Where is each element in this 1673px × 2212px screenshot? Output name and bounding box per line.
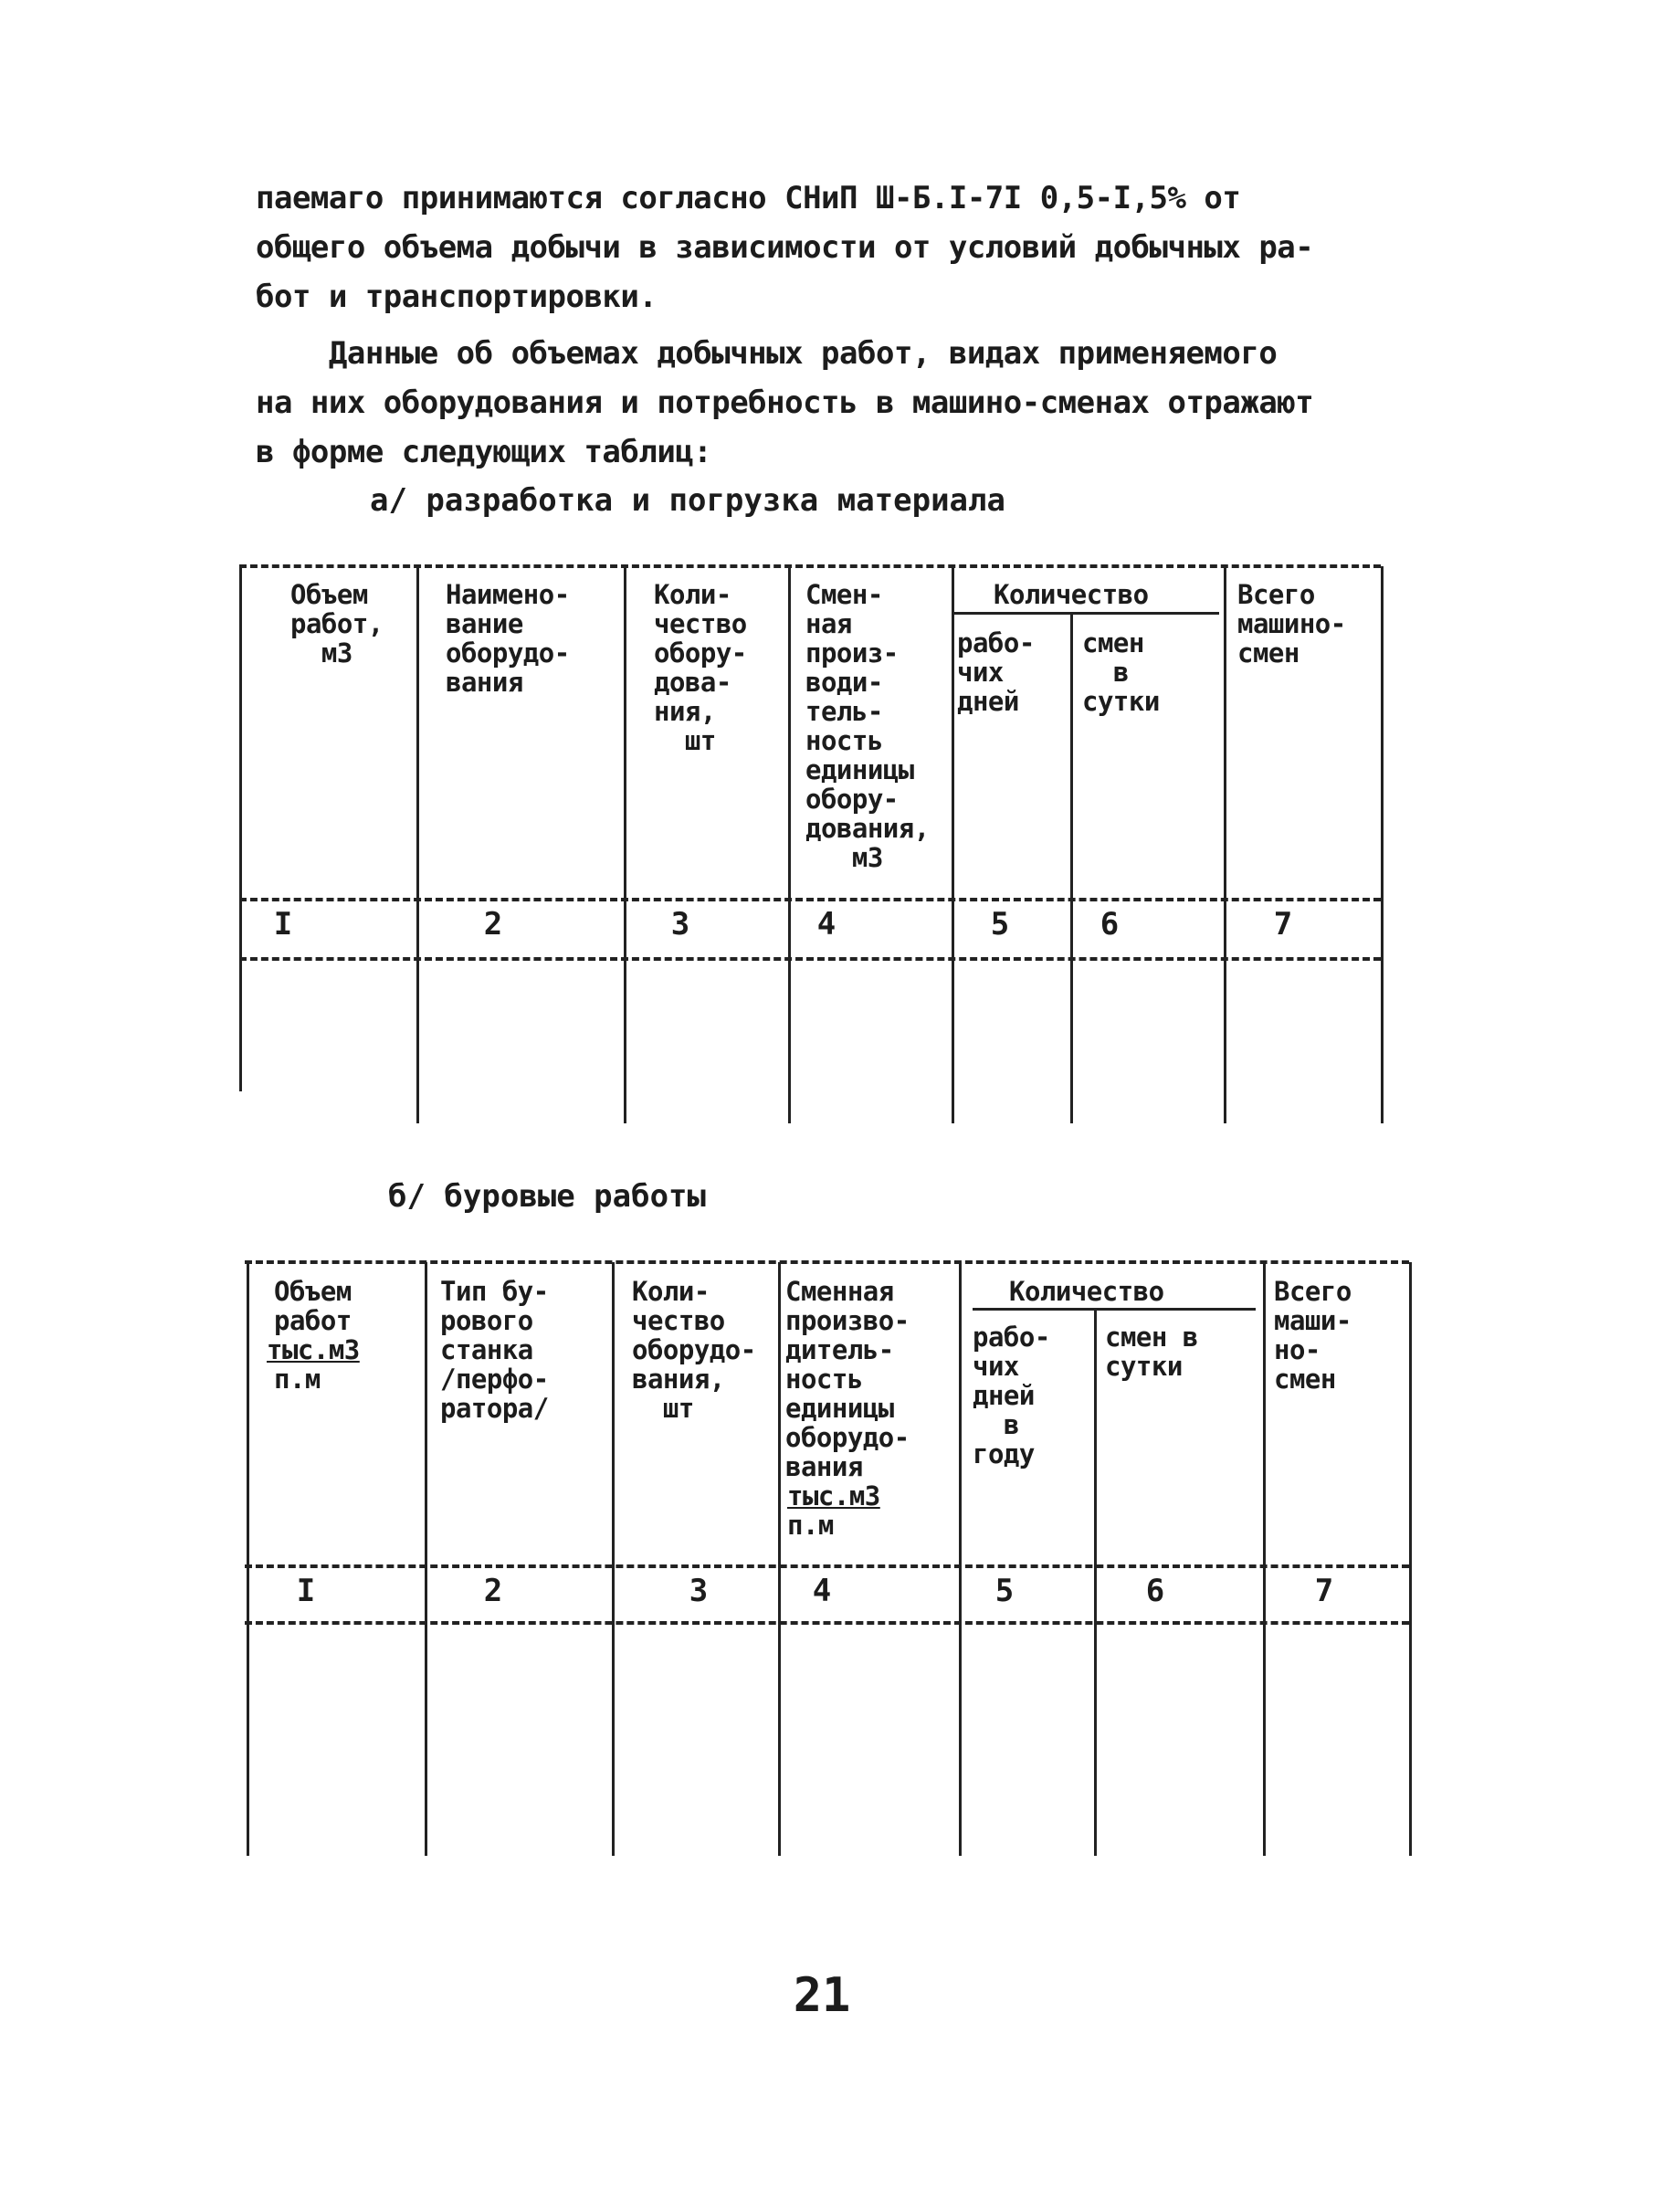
table-b-divider [1094,1310,1097,1856]
table-a-colnum: 4 [816,906,836,943]
table-b-header-productivity-unit: тыс.мЗ [787,1480,880,1512]
table-b-header-workdays: рабо- чих дней в году [973,1322,1050,1469]
para-line: на них оборудования и потребность в машино-сменах отражают [256,384,1314,421]
table-a-colnum: 5 [990,906,1010,943]
table-a-border-right [1381,566,1384,1123]
table-b-header-productivity-unit-alt: п.м [787,1510,834,1541]
para-line: Данные об объемах добычных работ, видах применяемого [256,335,1278,372]
table-b-colnum: 5 [994,1573,1015,1609]
table-a-divider [624,566,626,1123]
table-b-header-quantity: Коли- чество оборудо- вания, шт [632,1276,756,1424]
table-b-header-volume-unit-alt: п.м [274,1364,321,1395]
table-a-header-equipment: Наимено- вание оборудо- вания [446,579,570,698]
table-a-group-rule [954,612,1219,615]
intro-line: паемаго принимаются согласно СНиП Ш-Б.I-7I 0,5-I,5% от [256,180,1241,216]
table-a-divider [952,566,954,1123]
table-b-colnum: 7 [1314,1573,1334,1609]
table-b-divider [959,1262,962,1856]
table-a-caption: а/ разработка и погрузка материала [370,482,1005,519]
table-a-border-left [239,566,242,1091]
table-b-divider [425,1262,427,1856]
intro-line: общего объема добычи в зависимости от условий добычных ра- [256,229,1314,266]
table-a-header-machine-shifts: Всего машино- смен [1237,579,1346,669]
para-line: в форме следующих таблиц: [256,434,712,470]
intro-paragraph [256,174,1379,321]
table-b-header-shifts: смен в сутки [1105,1322,1198,1382]
table-a-header-quantity: Коли- чество обору- дова- ния, шт [654,579,747,756]
table-b-header-volume: Объем работ [274,1276,352,1336]
table-b-colnum: 4 [812,1573,832,1609]
table-a-divider [1224,566,1226,1123]
table-a-colnum: 2 [483,906,503,943]
table-a-colnum: 6 [1100,906,1120,943]
table-a-colnum: I [273,906,293,943]
table-b-colnum: 2 [483,1573,503,1609]
table-a-divider [416,566,419,1123]
page-number: 21 [793,1968,851,2023]
table-a-header-group: Количество [994,579,1149,610]
table-a-top-rule [239,564,1381,568]
table-b-border-left [247,1262,249,1856]
table-b-border-right [1409,1262,1412,1856]
table-b-colnum: 3 [689,1573,709,1609]
table-a-header-shifts: смен в сутки [1082,627,1160,717]
table-b-colnum: 6 [1145,1573,1165,1609]
table-b-top-rule [245,1260,1409,1264]
tables-intro-paragraph [256,329,1379,477]
table-a-header-rule [239,898,1381,901]
table-b-header-productivity: Сменная произво- дитель- ность единицы оборудо- вания [785,1276,910,1482]
table-a-divider [788,566,791,1123]
table-b-header-machine-shifts: Всего маши- но- смен [1274,1276,1352,1395]
table-b-caption: б/ буровые работы [388,1178,706,1215]
table-b-header-group: Количество [1009,1276,1164,1307]
table-b-header-rig-type: Тип бу- рового станка /перфо- ратора/ [440,1276,549,1424]
table-b-divider [1263,1262,1266,1856]
table-b-colnum: I [296,1573,316,1609]
table-a-colnum: 3 [670,906,690,943]
table-b-header-volume-unit: тыс.мЗ [267,1334,360,1365]
table-b-number-rule [245,1621,1409,1625]
table-a-number-rule [239,957,1381,961]
table-a-header-workdays: рабо- чих дней [957,627,1035,717]
table-a-header-volume: Объем работ, мЗ [290,579,384,669]
table-b-divider [778,1262,781,1856]
table-b-header-rule [245,1564,1409,1568]
table-a-divider [1070,614,1073,1123]
table-b-divider [612,1262,615,1856]
table-b-group-rule [973,1308,1256,1311]
intro-line: бот и транспортировки. [256,279,658,315]
table-a-colnum: 7 [1273,906,1293,943]
table-a-header-productivity: Смен- ная произ- води- тель- ность единицы обору- дования, мЗ [805,579,930,873]
